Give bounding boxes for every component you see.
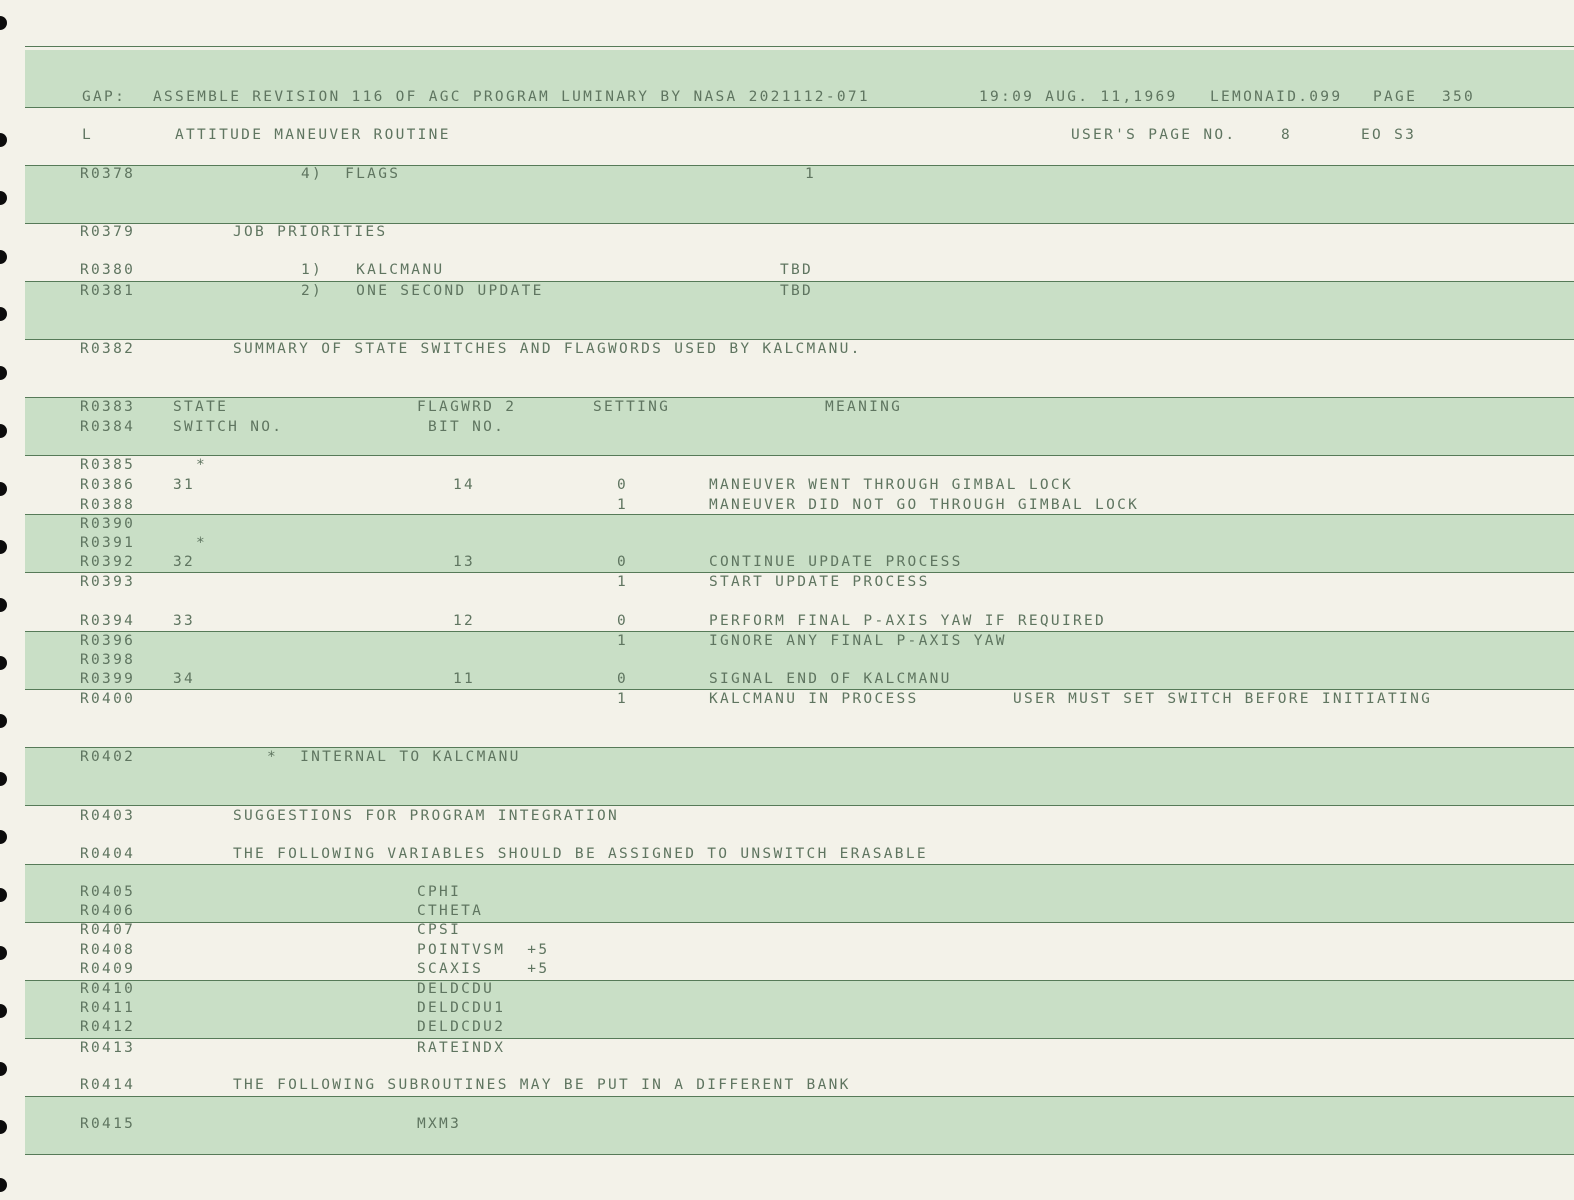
line-text: JOB PRIORITIES — [233, 224, 388, 240]
punch-hole — [0, 1004, 7, 1018]
line-number: R0404 — [80, 846, 136, 862]
cell-state: 33 — [173, 613, 196, 629]
assemble-title: ASSEMBLE REVISION 116 OF AGC PROGRAM LUMINARY BY NASA 2021112-071 — [153, 89, 870, 105]
page-number: 350 — [1442, 89, 1476, 105]
variable-name: CTHETA — [417, 903, 484, 919]
punch-hole — [0, 250, 7, 264]
rule — [25, 805, 1574, 806]
rule — [25, 864, 1574, 865]
punch-hole — [0, 307, 7, 321]
line-number: R0381 — [80, 283, 136, 299]
green-band — [25, 1097, 1574, 1154]
line-text: * INTERNAL TO KALCMANU — [267, 749, 521, 765]
punch-hole — [0, 772, 7, 786]
cell-setting: 0 — [617, 554, 629, 570]
routine-title: ATTITUDE MANEUVER ROUTINE — [175, 127, 451, 143]
punch-hole — [0, 1120, 7, 1134]
line-number: R0405 — [80, 884, 136, 900]
green-band — [25, 748, 1574, 805]
page-label: PAGE — [1373, 89, 1418, 105]
rule — [25, 339, 1574, 340]
listing-code: L — [82, 127, 94, 143]
punch-hole — [0, 16, 7, 30]
listing-page — [25, 0, 1574, 1200]
rule — [25, 46, 1574, 47]
line-number: R0406 — [80, 903, 136, 919]
column-header-flagword: FLAGWRD 2 — [417, 399, 517, 415]
cell-setting: 1 — [617, 574, 629, 590]
punch-hole — [0, 424, 7, 438]
line-number: R0403 — [80, 808, 136, 824]
punch-hole — [0, 830, 7, 844]
line-number: R0396 — [80, 633, 136, 649]
line-number: R0402 — [80, 749, 136, 765]
eo-code: EO S3 — [1361, 127, 1417, 143]
assembly-datetime: 19:09 AUG. 11,1969 — [979, 89, 1178, 105]
cell-flagword-bit: 12 — [453, 613, 476, 629]
line-number: R0385 — [80, 457, 136, 473]
users-page-number: 8 — [1281, 127, 1293, 143]
punch-hole — [0, 133, 7, 147]
rule — [25, 1154, 1574, 1155]
punch-hole — [0, 1178, 7, 1192]
line-number: R0407 — [80, 922, 136, 938]
rule — [25, 165, 1574, 166]
cell-setting: 1 — [617, 633, 629, 649]
line-number: R0410 — [80, 981, 136, 997]
punch-hole — [0, 714, 7, 728]
punch-hole — [0, 191, 7, 205]
rule — [25, 397, 1574, 398]
variable-name: DELDCDU1 — [417, 1000, 506, 1016]
rule — [25, 689, 1574, 690]
rule — [25, 514, 1574, 515]
rule — [25, 631, 1574, 632]
rule — [25, 455, 1574, 456]
variable-name: POINTVSM +5 — [417, 942, 550, 958]
punch-hole — [0, 656, 7, 670]
punch-hole — [0, 1062, 7, 1076]
line-number: R0384 — [80, 419, 136, 435]
line-number: R0414 — [80, 1077, 136, 1093]
line-number: R0409 — [80, 961, 136, 977]
cell-state: * — [196, 535, 208, 551]
line-number: R0390 — [80, 516, 136, 532]
rule — [25, 1096, 1574, 1097]
punch-hole — [0, 598, 7, 612]
green-band — [25, 166, 1574, 223]
cell-meaning: MANEUVER WENT THROUGH GIMBAL LOCK — [709, 477, 1073, 493]
cell-flagword-bit: 14 — [453, 477, 476, 493]
line-number: R0380 — [80, 262, 136, 278]
variable-name: CPSI — [417, 922, 462, 938]
cell-meaning: MANEUVER DID NOT GO THROUGH GIMBAL LOCK — [709, 497, 1140, 513]
line-text: 2) ONE SECOND UPDATE — [301, 283, 544, 299]
column-header-setting: SETTING — [593, 399, 671, 415]
line-number: R0408 — [80, 942, 136, 958]
line-number: R0378 — [80, 166, 136, 182]
users-page-label: USER'S PAGE NO. — [1071, 127, 1237, 143]
line-text: THE FOLLOWING VARIABLES SHOULD BE ASSIGNED TO UNSWITCH ERASABLE — [233, 846, 928, 862]
column-header-state: SWITCH NO. — [173, 419, 284, 435]
line-number: R0383 — [80, 399, 136, 415]
variable-name: RATEINDX — [417, 1040, 506, 1056]
variable-name: SCAXIS +5 — [417, 961, 550, 977]
cell-meaning: KALCMANU IN PROCESS — [709, 691, 919, 707]
cell-flagword-bit: 13 — [453, 554, 476, 570]
line-number: R0399 — [80, 671, 136, 687]
cell-note: USER MUST SET SWITCH BEFORE INITIATING — [1013, 691, 1433, 707]
line-number: R0411 — [80, 1000, 136, 1016]
cell-setting: 1 — [617, 497, 629, 513]
tape-name: LEMONAID.099 — [1210, 89, 1343, 105]
cell-state: * — [196, 457, 208, 473]
line-number: R0412 — [80, 1019, 136, 1035]
gap-label: GAP: — [82, 89, 127, 105]
cell-setting: 0 — [617, 477, 629, 493]
line-number: R0379 — [80, 224, 136, 240]
punch-hole — [0, 540, 7, 554]
line-text: 4) FLAGS — [301, 166, 401, 182]
column-header-meaning: MEANING — [825, 399, 903, 415]
punch-hole — [0, 366, 7, 380]
variable-name: DELDCDU2 — [417, 1019, 506, 1035]
rule — [25, 747, 1574, 748]
line-number: R0391 — [80, 535, 136, 551]
line-number: R0398 — [80, 652, 136, 668]
punch-hole — [0, 888, 7, 902]
rule — [25, 922, 1574, 923]
column-header-flagword: BIT NO. — [428, 419, 506, 435]
rule — [25, 572, 1574, 573]
cell-state: 34 — [173, 671, 196, 687]
green-band — [25, 981, 1574, 1038]
cell-setting: 1 — [617, 691, 629, 707]
cell-meaning: CONTINUE UPDATE PROCESS — [709, 554, 963, 570]
line-number: R0382 — [80, 341, 136, 357]
cell-setting: 0 — [617, 613, 629, 629]
subroutine-name: MXM3 — [417, 1116, 462, 1132]
line-number: R0393 — [80, 574, 136, 590]
cell-setting: 0 — [617, 671, 629, 687]
line-value: TBD — [780, 283, 814, 299]
cell-meaning: PERFORM FINAL P-AXIS YAW IF REQUIRED — [709, 613, 1107, 629]
rule — [25, 980, 1574, 981]
variable-name: DELDCDU — [417, 981, 495, 997]
line-number: R0394 — [80, 613, 136, 629]
cell-flagword-bit: 11 — [453, 671, 476, 687]
line-text: THE FOLLOWING SUBROUTINES MAY BE PUT IN A DIFFERENT BANK — [233, 1077, 851, 1093]
rule — [25, 1038, 1574, 1039]
variable-name: CPHI — [417, 884, 462, 900]
line-number: R0388 — [80, 497, 136, 513]
line-number: R0392 — [80, 554, 136, 570]
cell-state: 32 — [173, 554, 196, 570]
column-header-state: STATE — [173, 399, 229, 415]
punch-hole — [0, 482, 7, 496]
line-number: R0413 — [80, 1040, 136, 1056]
line-number: R0386 — [80, 477, 136, 493]
cell-meaning: IGNORE ANY FINAL P-AXIS YAW — [709, 633, 1007, 649]
line-text: SUMMARY OF STATE SWITCHES AND FLAGWORDS USED BY KALCMANU. — [233, 341, 862, 357]
cell-state: 31 — [173, 477, 196, 493]
punch-hole — [0, 946, 7, 960]
line-value: TBD — [780, 262, 814, 278]
line-text: 1) KALCMANU — [301, 262, 445, 278]
line-number: R0415 — [80, 1116, 136, 1132]
rule — [25, 281, 1574, 282]
line-value: 1 — [805, 166, 817, 182]
green-band — [25, 865, 1574, 922]
rule — [25, 107, 1574, 108]
cell-meaning: SIGNAL END OF KALCMANU — [709, 671, 952, 687]
line-number: R0400 — [80, 691, 136, 707]
cell-meaning: START UPDATE PROCESS — [709, 574, 930, 590]
line-text: SUGGESTIONS FOR PROGRAM INTEGRATION — [233, 808, 620, 824]
